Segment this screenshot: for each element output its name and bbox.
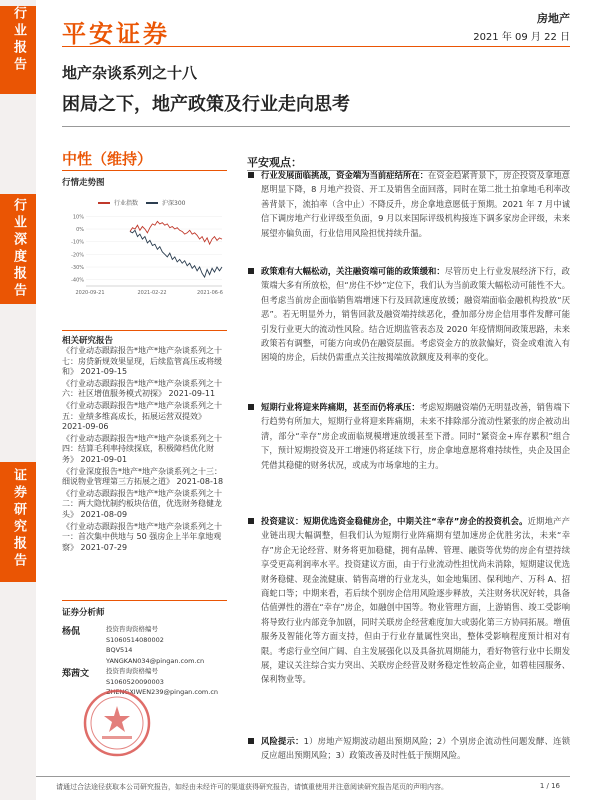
report-depth-tag	[0, 194, 36, 304]
analyst-info-line: S1060520090003	[106, 677, 164, 686]
page-footer	[56, 782, 560, 792]
bullet-icon	[248, 404, 254, 410]
related-reports-list	[62, 346, 227, 554]
paragraph-lead: 行业发展面临挑战，资金端为当前症结所在：	[261, 170, 429, 180]
paragraph-text: 考虑短期融资端仍无明显改善，销售端下行趋势有所加大，短期行业将迎来阵痛期，未来不排除部分流动性紧张的房企被动出清，部分“幸存”房企或面临规模增速放缓甚至下滑。同时“紧资金+库存累积”组合下，预计短期投资及开工增速仍将延续下行，房企拿地意愿将难持续性，央企及国企凭借其稳健的财务状况，或成为市场拿地的主力。	[261, 402, 570, 470]
rating-divider	[62, 170, 227, 171]
y-tick-label: -30%	[71, 265, 84, 271]
analyst-email[interactable]: YANGKAN034@pingan.com.cn	[106, 656, 205, 665]
company-seal-stamp	[82, 688, 152, 758]
research-report-label: 证券研究报告	[11, 468, 26, 570]
analyst-info	[106, 624, 204, 666]
analyst-info-line: S1060514080002	[106, 635, 164, 644]
y-tick-label: 10%	[72, 214, 84, 221]
y-tick-label: 0%	[76, 227, 84, 233]
rating-label: 中性（维持）	[62, 150, 153, 168]
series-line-hs300	[130, 230, 222, 277]
related-divider	[62, 330, 227, 331]
viewpoint-paragraph	[247, 734, 570, 763]
y-tick-label: -20%	[71, 252, 84, 259]
y-tick-label: -40%	[71, 277, 84, 284]
footer-divider	[36, 776, 570, 777]
analyst-name: 郑茜文	[62, 669, 90, 679]
analyst-section-title: 证券分析师	[62, 608, 105, 618]
bullet-icon	[248, 172, 254, 178]
legend-label-hs300: 沪深300	[162, 200, 186, 207]
footer-disclaimer: 请通过合法途径获取本公司研究报告，如经由未经许可的渠道获得研究报告，请慎重使用并注意阅读研究报告尾页的声明内容。	[56, 783, 448, 791]
analyst-info-line: 投资咨询资格编号	[106, 625, 158, 633]
header-divider	[62, 46, 570, 47]
paragraph-lead: 短期行业将迎来阵痛期，甚至而仍将承压：	[261, 402, 420, 412]
left-strip	[0, 0, 36, 800]
sector-label: 房地产	[537, 12, 570, 25]
research-report-tag	[0, 462, 36, 582]
trend-chart	[62, 206, 227, 306]
report-type-label: 行业报告	[11, 6, 26, 74]
legend-label-industry: 行业指数	[114, 200, 139, 207]
y-tick-label: -10%	[71, 239, 84, 246]
paragraph-text: 尽管历史上行业发展经济下行，政策端大多有所放松，但“房住不炒”定位下，我们认为当前政策大幅松动可能性不大。但考虑当前房企面临销售端增速下行及回款速度放缓；融资端面临金融机构投放“厌恶”。若无明显外力，销售回款及融资端持续恶化，叠加部分房企信用事件发酵可能引发行业更大的流动性风险。结合近期监管表态及 2020 年疫情期间政策思路，未来政策若有调整，可能方向或仍在融资层面。考虑资金方的放款偏好，资金或难流入有困境的房企，后续仍需重点关注按揭端放款额度及利率的变化。	[261, 266, 570, 363]
related-report-item[interactable]: 《行业动态跟踪报告*地产*地产杂谈系列之十七：房贷新规效果显现，后续监管高压或将缓和》 2021-09-15	[62, 346, 222, 377]
paragraph-text: 1）房地产短期波动超出预期风险；2）个别房企流动性问题发酵、连锁反应超出预期风险；3）政策改善及时性低于预期风险。	[261, 736, 570, 761]
legend-swatch-industry	[98, 202, 110, 204]
analyst-name: 杨侃	[62, 627, 81, 637]
related-report-item[interactable]: 《行业动态跟踪报告*地产*地产杂谈系列之十五：业绩多维高成长，拓展运营双提效》 2021-09-06	[62, 400, 222, 432]
analyst-divider	[62, 600, 227, 601]
viewpoint-paragraph	[247, 168, 570, 240]
paragraph-lead: 风险提示：	[261, 736, 304, 746]
related-report-item[interactable]: 《行业深度报告*地产*地产杂谈系列之十三：细说物业管理第三方拓展之道》 2021-08-18	[62, 466, 224, 487]
viewpoint-paragraph	[247, 264, 570, 365]
analyst-info-line: BQV514	[106, 646, 133, 654]
viewpoint-paragraph	[247, 514, 570, 687]
related-report-item[interactable]: 《行业动态跟踪报告*地产*地产杂谈系列之十四：结算毛利率持续探底，积极障档优化财务》 2021-09-01	[62, 433, 222, 464]
bullet-icon	[248, 738, 254, 744]
page-number: 1 / 16	[539, 782, 560, 790]
paragraph-text: 在资金趋紧背景下，房企投资及拿地意愿明显下降，8 月地产投资、开工及销售全面回落，同时在第二批土拍拿地毛利率改善背景下，流拍率（含中止）不降反升，房企拿地意愿低于预期。2021 年 7 月中诚信下调房地产行业评级至负面，9 月以来国际评级机构接连下调多家房企评级，未来展望亦偏负面，行业信用风险担忧持续升温。	[261, 170, 570, 238]
legend-swatch-hs300	[146, 202, 158, 204]
bullet-icon	[248, 518, 254, 524]
x-tick-label: 2020-09-21	[75, 290, 105, 296]
paragraph-lead: 投资建议：短期优选资金稳健房企，中期关注“幸存”房企的投资机会。	[261, 516, 528, 526]
paragraph-text: 近期地产产业链出现大幅调整，但我们认为短期行业阵痛期有望加速房企优胜劣汰，未来“幸存”房企无论经营、财务将更加稳健，拥有品牌、管理、融资等优势的房企有望持续享受更高利润率水平。投资建议方面，由于行业流动性担忧尚未消除，短期建议优选财务稳健、现金流健康、销售高增的行业龙头，如金地集团、保利地产、万科 A、招商蛇口等；中期来看，若后续个别房企信用风险逐步释放，关注财务状况好转，具备估值弹性的潜在“幸存”房企，如融创中国等。物业管理方面，上游销售、竣工受影响将导致行业内部竞争加剧，同时关联房企经营难度加大或弱化第三方协同拓展。增值服务及智能化等方面支持，但由于行业存量属性突出，整体受影响程度预计相对有限。考虑行业空间广阔、自主发展强化以及具备抗周期能力，看好物管行业中长期发展，建议关注综合实力突出、关联房企经营及财务稳定性较高企业，如碧桂园服务、保利物业等。	[261, 516, 570, 685]
viewpoint-paragraph	[247, 400, 570, 472]
viewpoint-title: 平安观点：	[247, 156, 302, 169]
report-title: 困局之下，地产政策及行业走向思考	[62, 94, 350, 115]
paragraph-lead: 政策难有大幅松动，关注融资端可能的政策缓和：	[261, 266, 445, 276]
related-report-item[interactable]: 《行业动态跟踪报告*地产*地产杂谈系列之十二：两大隐忧制约板块估值，优选财务稳健龙头》 2021-08-09	[62, 488, 222, 519]
company-logo: 平安证券	[62, 20, 170, 48]
x-tick-label: 2021-06-6	[197, 290, 223, 296]
series-line-industry	[130, 221, 222, 244]
analyst-info-line: 投资咨询资格编号	[106, 667, 158, 675]
title-divider	[62, 126, 570, 127]
analyst-email[interactable]: ZHENGXIWEN239@pingan.com.cn	[106, 688, 219, 696]
bullet-icon	[248, 268, 254, 274]
series-title: 地产杂谈系列之十八	[62, 64, 198, 82]
related-reports-title: 相关研究报告	[62, 336, 114, 346]
report-date: 2021 年 09 月 22 日	[473, 32, 570, 43]
trend-chart-title: 行情走势图	[62, 178, 105, 188]
report-depth-label: 行业深度报告	[11, 198, 26, 300]
related-report-item[interactable]: 《行业动态跟踪报告*地产*地产杂谈系列之十一：首次集中供地与 50 强房企上半年拿地观察》 2021-07-29	[62, 521, 222, 552]
report-type-tag	[0, 6, 36, 94]
related-report-item[interactable]: 《行业动态跟踪报告*地产*地产杂谈系列之十六：社区增值服务模式初探》 2021-09-11	[62, 378, 222, 399]
x-tick-label: 2021-02-22	[137, 290, 167, 296]
